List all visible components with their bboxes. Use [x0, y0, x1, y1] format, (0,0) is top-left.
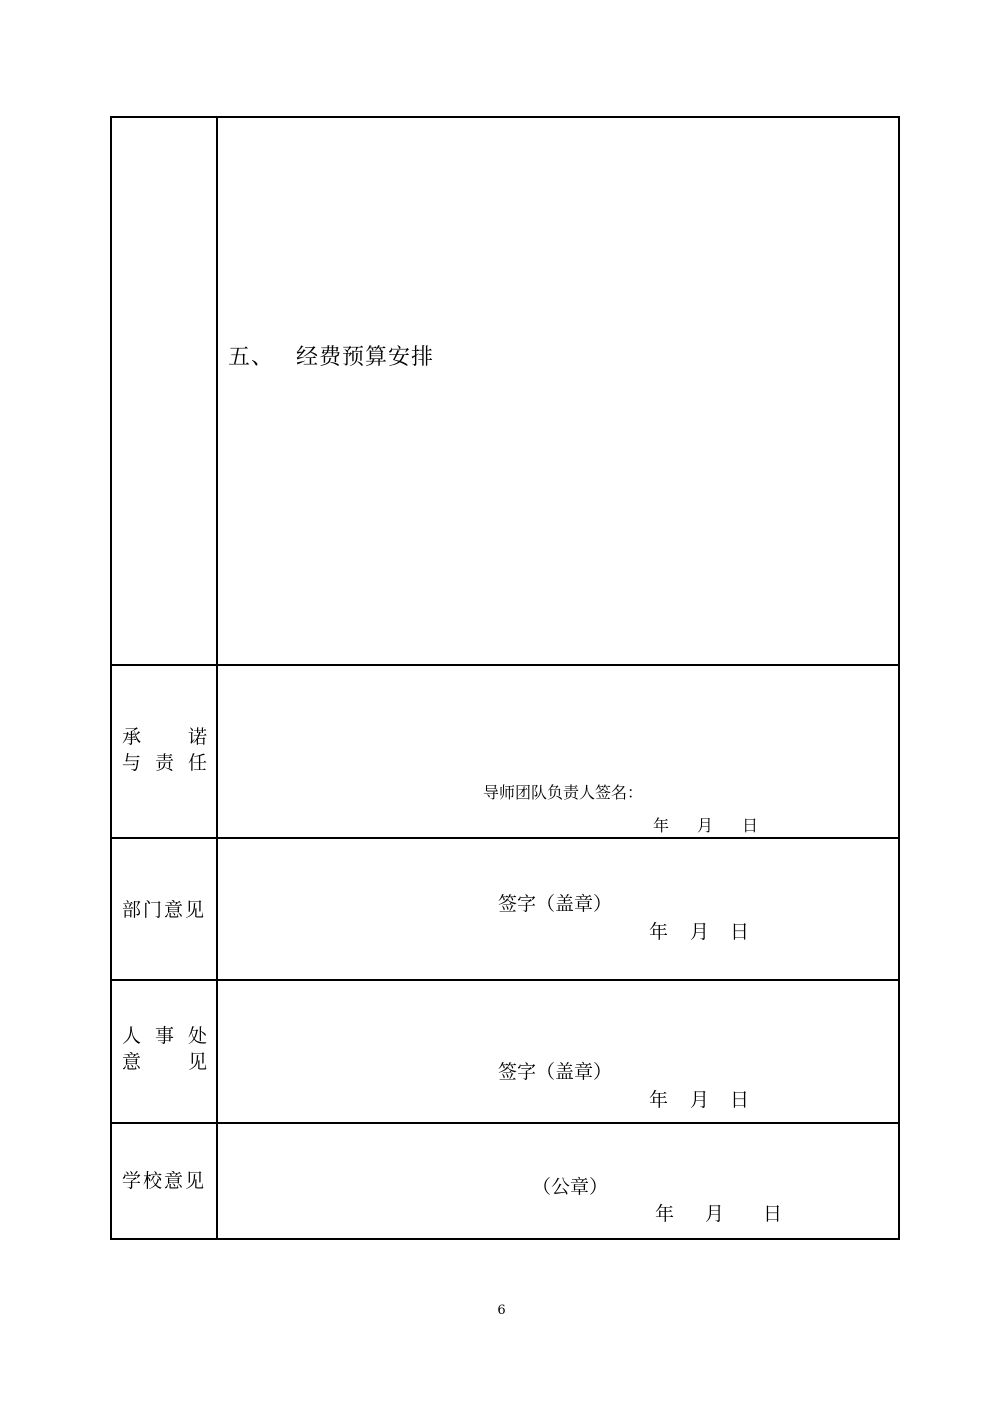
commitment-date — [653, 813, 758, 836]
budget-label-cell — [112, 118, 218, 664]
department-content-cell — [218, 839, 898, 979]
date-year: 年 — [653, 816, 670, 835]
commitment-label — [122, 724, 208, 776]
commitment-row — [112, 664, 898, 837]
department-opinion-row — [112, 837, 898, 979]
date-day: 日 — [730, 1089, 750, 1111]
application-form-table — [110, 116, 900, 1240]
date-day: 日 — [730, 921, 750, 943]
school-content-cell — [218, 1124, 898, 1238]
page-number: 6 — [497, 1303, 506, 1318]
commitment-label-char: 任 — [187, 752, 208, 774]
hr-label-char: 意 — [122, 1051, 143, 1073]
commitment-label-char: 诺 — [187, 726, 208, 748]
hr-label-char: 事 — [154, 1025, 175, 1047]
date-year: 年 — [649, 1089, 669, 1111]
section-five-heading — [228, 340, 434, 371]
school-opinion-row — [112, 1122, 898, 1238]
hr-label-char: 处 — [187, 1025, 208, 1047]
commitment-label-char: 责 — [154, 752, 175, 774]
hr-label-char: 人 — [122, 1025, 143, 1047]
date-month: 月 — [705, 1203, 725, 1225]
commitment-label-char: 承 — [122, 726, 143, 748]
date-month: 月 — [697, 816, 714, 835]
date-day: 日 — [763, 1203, 783, 1225]
hr-label-cell — [112, 981, 218, 1122]
date-month: 月 — [690, 1089, 710, 1111]
school-label-cell — [112, 1124, 218, 1238]
commitment-label-char: 与 — [122, 752, 143, 774]
section-title: 经费预算安排 — [296, 345, 435, 370]
team-leader-signature-label: 导师团队负责人签名： — [483, 783, 644, 802]
date-month: 月 — [690, 921, 710, 943]
budget-row — [112, 118, 898, 664]
department-signature-label: 签字（盖章） — [498, 893, 613, 915]
school-opinion-label: 学校意见 — [122, 1170, 207, 1192]
department-opinion-label: 部门意见 — [122, 899, 207, 921]
hr-date — [649, 1085, 749, 1112]
department-date — [649, 917, 749, 944]
date-year: 年 — [655, 1203, 675, 1225]
school-seal-label: （公章） — [532, 1176, 609, 1198]
budget-content-cell — [218, 118, 898, 664]
school-date — [655, 1199, 782, 1226]
hr-opinion-label — [122, 1023, 208, 1075]
hr-label-char: 见 — [187, 1051, 208, 1073]
department-label-cell — [112, 839, 218, 979]
section-number: 五、 — [228, 345, 275, 370]
date-year: 年 — [649, 921, 669, 943]
hr-signature-label: 签字（盖章） — [498, 1061, 613, 1083]
commitment-label-cell — [112, 666, 218, 837]
hr-opinion-row — [112, 979, 898, 1122]
hr-content-cell — [218, 981, 898, 1122]
commitment-content-cell — [218, 666, 898, 837]
date-day: 日 — [742, 816, 759, 835]
